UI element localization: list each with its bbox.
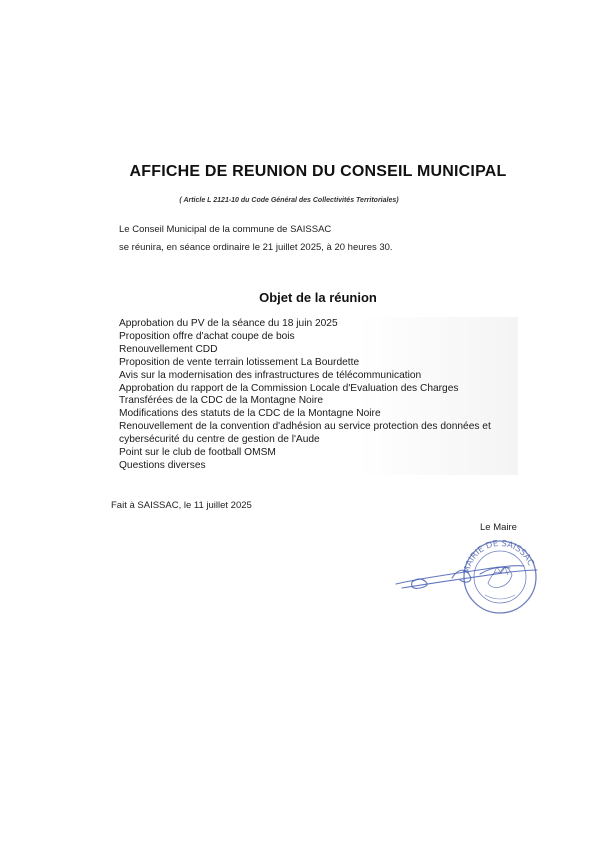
agenda-item: Renouvellement CDD	[119, 343, 218, 355]
agenda-item: Modifications des statuts de la CDC de la Montagne Noire	[119, 408, 381, 420]
intro-line-commune: Le Conseil Municipal de la commune de SAISSAC	[119, 224, 332, 235]
agenda-item: Avis sur la modernisation des infrastructures de télécommunication	[119, 369, 422, 381]
agenda-item: Approbation du rapport de la Commission Locale d'Evaluation des Charges Transférées de la CDC de la Montagne Noire	[119, 382, 459, 407]
agenda-item: Proposition offre d'achat coupe de bois	[119, 330, 295, 342]
agenda-item: Approbation du PV de la séance du 18 juin 2025	[119, 318, 338, 329]
agenda-list	[119, 318, 519, 473]
agenda-item: Questions diverses	[119, 459, 206, 471]
agenda-item: Renouvellement de la convention d'adhésion au service protection des données et cybersécurité du centre de gestion de l'Aude	[119, 421, 491, 446]
legal-reference: ( Article L 2121-10 du Code Général des Collectivités Territoriales)	[179, 197, 399, 204]
stamp-text: MAIRIE DE SAISSAC	[462, 538, 536, 575]
mayor-signature	[392, 548, 542, 598]
page-title: AFFICHE DE REUNION DU CONSEIL MUNICIPAL	[129, 163, 507, 180]
intro-line-date: se réunira, en séance ordinaire le 21 juillet 2025, à 20 heures 30.	[119, 242, 393, 253]
agenda-item: Point sur le club de football OMSM	[119, 447, 276, 459]
section-title: Objet de la réunion	[259, 290, 377, 305]
place-and-date: Fait à SAISSAC, le 11 juillet 2025	[111, 500, 252, 511]
signatory-title: Le Maire	[480, 522, 517, 533]
agenda-item: Proposition de vente terrain lotissement La Bourdette	[119, 356, 360, 368]
